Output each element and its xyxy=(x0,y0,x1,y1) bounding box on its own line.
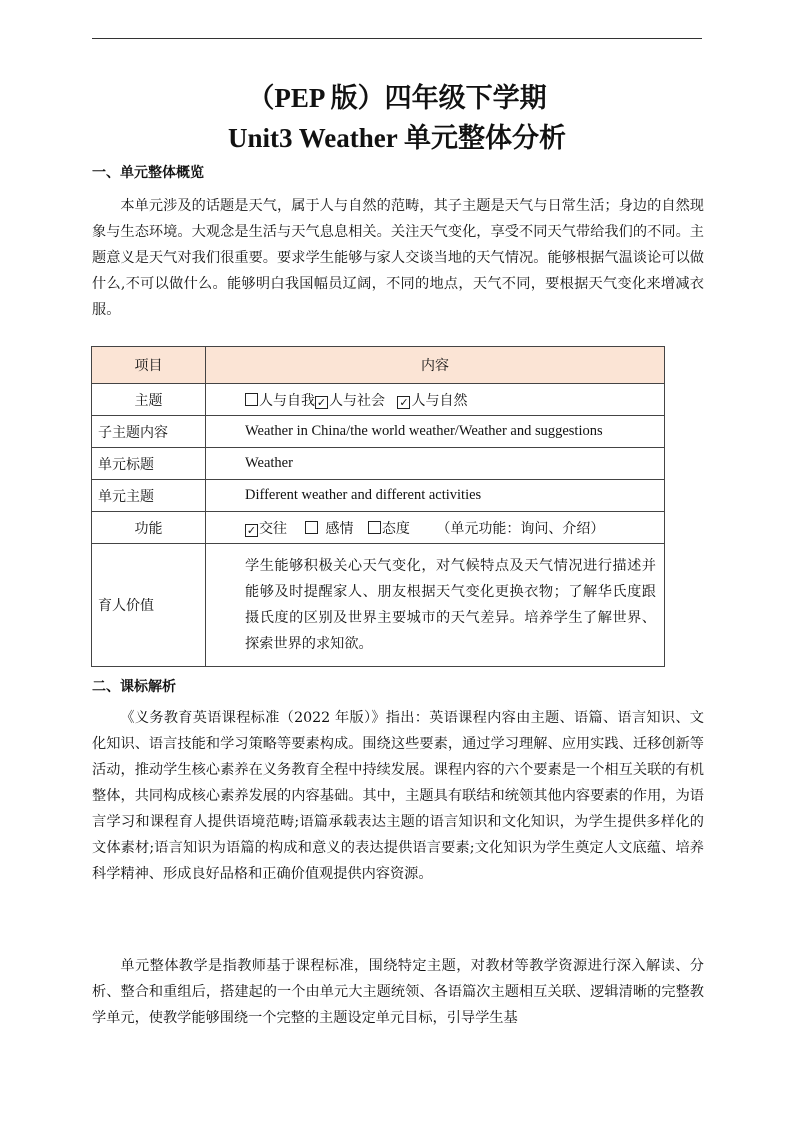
values-text xyxy=(206,544,665,667)
section1-heading: 一、单元整体概览 xyxy=(92,165,204,181)
unit-theme-value: Different weather and different activities xyxy=(206,480,665,512)
document-title-line1: （PEP 版）四年级下学期 xyxy=(247,83,547,113)
section2-paragraph2: 单元整体教学是指教师基于课程标准，围绕特定主题，对教材等教学资源进行深入解读、分析、整合和重组后，搭建起的一个由单元大主题统领、各语篇次主题相互关联、逻辑清晰的完整教学单元，使教学能够围绕一个完整的主题设定单元目标，引导学生基 xyxy=(92,958,704,1026)
function-note: （单元功能：询问、介绍） xyxy=(436,520,605,537)
checked-box-icon: ✓ xyxy=(246,523,257,537)
table-header-row xyxy=(92,347,665,384)
table-row-function xyxy=(92,512,665,544)
checked-box-icon: ✓ xyxy=(399,395,409,409)
checkbox-icon xyxy=(305,521,318,534)
table-row-values xyxy=(92,544,665,667)
theme-options xyxy=(206,384,665,416)
section2-paragraph1: 《义务教育英语课程标准（2022 年版）》指出：英语课程内容由主题、语篇、语言知识、文化知识、语言技能和学习策略等要素构成。围绕这些要素，通过学习理解、应用实践、迁移创新等活动，推动学生核心素养在义务教育全程中持续发展。课程内容的六个要素是一个相互关联的有机整体，共同构成核心素养发展的内容基础。其中，主题具有联结和统领其他内容要素的作用，为语言学习和课程育人提供语境范畴;语篇承载表达主题的语言知识和文化知识，为学生提供多样化的文体素材;语言知识为语篇的构成和意义的表达提供语言要素;文化知识为学生奠定人文底蕴、培养科学精神、形成良好品格和正确价值观提供内容资源。 xyxy=(92,710,704,882)
header-content: 内容 xyxy=(206,347,665,384)
checkbox-icon xyxy=(368,521,381,534)
document-title-line2: Unit3 Weather 单元整体分析 xyxy=(227,123,566,153)
unit-title-value: Weather xyxy=(206,448,665,480)
function-option-attitude: 态度 xyxy=(381,520,410,537)
values-text-content: 学生能够积极关心天气变化，对气候特点及天气情况进行描述并能够及时提醒家人、朋友根据天气变化更换衣物；了解华氏度跟摄氏度的区别及世界主要城市的天气差异。培养学生了解世界、探索世界的求知欲。 xyxy=(245,558,656,652)
function-option-emotion: 感情 xyxy=(325,520,354,537)
subtheme-label: 子主题内容 xyxy=(92,416,206,448)
function-label: 功能 xyxy=(92,512,206,544)
top-rule xyxy=(92,38,702,39)
section1-paragraph: 本单元涉及的话题是天气，属于人与自然的范畴，其子主题是天气与日常生活；身边的自然现象与生态环境。大观念是生活与天气息息相关。关注天气变化，享受不同天气带给我们的不同。主题意义是天气对我们很重要。要求学生能够与家人交谈当地的天气情况。能够根据气温谈论可以做什么,不可以做什么。能够明白我国幅员辽阔，不同的地点，天气不同，要根据天气变化来增减衣服。 xyxy=(92,198,704,318)
checked-box-icon: ✓ xyxy=(316,395,327,409)
section2-heading: 二、课标解析 xyxy=(92,679,176,695)
unit-theme-label: 单元主题 xyxy=(92,480,206,512)
header-item: 项目 xyxy=(92,347,206,384)
theme-option-society: 人与社会 xyxy=(329,392,385,409)
table-row-unit-title xyxy=(92,448,665,480)
theme-label: 主题 xyxy=(92,384,206,416)
table-row-subtheme xyxy=(92,416,665,448)
table-row-theme xyxy=(92,384,665,416)
checkbox-icon xyxy=(245,393,258,406)
table-row-unit-theme xyxy=(92,480,665,512)
values-label: 育人价值 xyxy=(92,544,206,667)
overview-table xyxy=(91,346,665,667)
function-option-communication: 交往 xyxy=(259,520,287,537)
theme-option-nature: 人与自然 xyxy=(411,392,468,409)
subtheme-value: Weather in China/the world weather/Weather and suggestions xyxy=(206,416,665,448)
unit-title-label: 单元标题 xyxy=(92,448,206,480)
function-options xyxy=(206,512,665,544)
theme-option-self: 人与自我 xyxy=(259,392,315,409)
